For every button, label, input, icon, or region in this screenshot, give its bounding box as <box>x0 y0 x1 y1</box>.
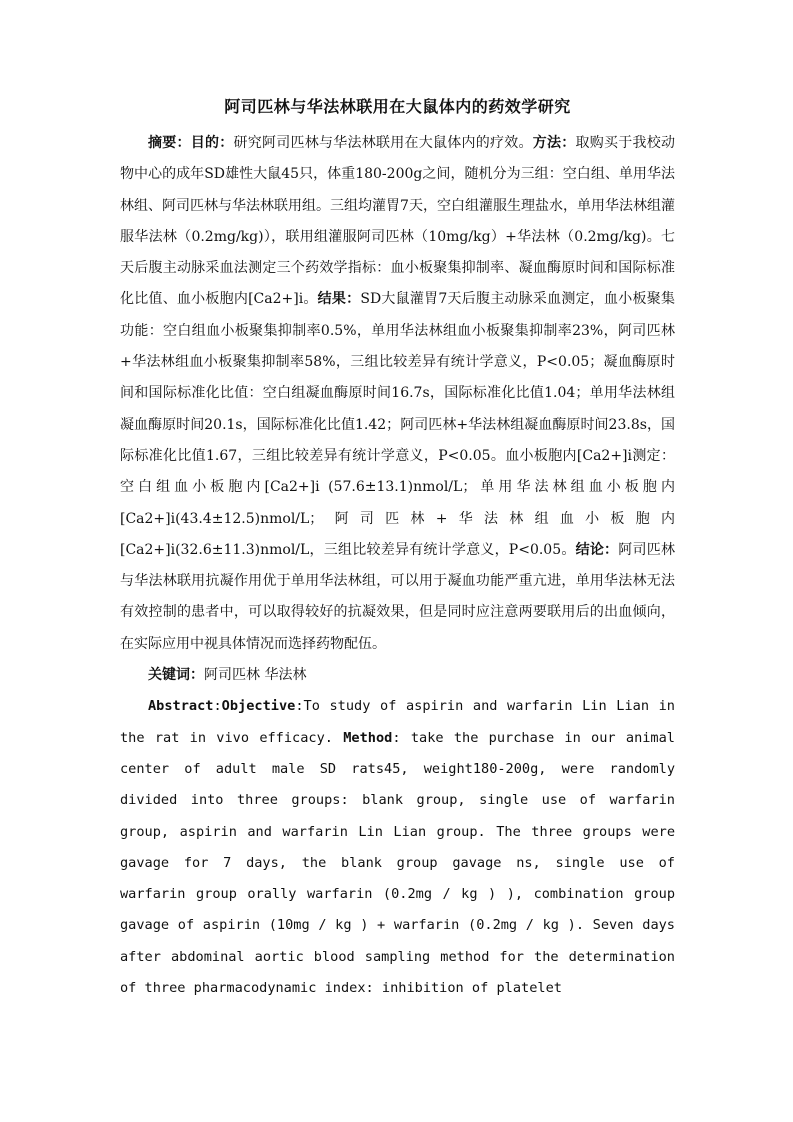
document-page <box>120 96 675 1004</box>
objective-label: 目的： <box>190 135 234 151</box>
result-label: 结果： <box>317 291 361 308</box>
keywords-text: 阿司匹林 华法林 <box>204 667 307 684</box>
abstract-en-label: Abstract <box>148 698 214 715</box>
method-text: 取购买于我校动物中心的成年SD雄性大鼠45只，体重180-200g之间，随机分为三组：空白组、单用华法林组、阿司匹林与华法林联用组。三组均灌胃7天，空白组灌服生理盐水，单用华法林组灌服华法林（0.2mg/kg)），联用组灌服阿司匹林（10mg/kg）+华法林（0.2mg/kg)。七天后腹主动脉采血法测定三个药效学指标：血小板聚集抑制率、凝血酶原时间和国际标准化比值、血小板胞内[Ca2+]i。 <box>120 135 675 308</box>
en-objective-label: Objective <box>221 698 296 715</box>
conclusion-text: 阿司匹林与华法林联用抗凝作用优于单用华法林组，可以用于凝血功能严重亢进，单用华法林无法有效控制的患者中，可以取得较好的抗凝效果，但是同时应注意两要联用后的出血倾向，在实际应用中视具体情况而选择药物配伍。 <box>120 541 675 652</box>
abstract-cn <box>120 128 675 660</box>
en-method-label: Method <box>343 729 393 746</box>
abstract-en-sep: : <box>213 698 222 715</box>
paper-title: 阿司匹林与华法林联用在大鼠体内的药效学研究 <box>224 97 571 116</box>
abstract-en <box>120 691 675 1004</box>
abstract-cn-label: 摘要： <box>148 135 191 151</box>
method-label: 方法： <box>532 135 576 151</box>
result-text: SD大鼠灌胃7天后腹主动脉采血测定，血小板聚集功能：空白组血小板聚集抑制率0.5%，单用华法林组血小板聚集抑制率23%，阿司匹林+华法林组血小板聚集抑制率58%，三组比较差异有统计学意义，P<0.05；凝血酶原时间和国际标准化比值：空白组凝血酶原时间16.7s，国际标准化比值1.04；单用华法林组凝血酶原时间20.1s，国际标准化比值1.42；阿司匹林+华法林组凝血酶原时间23.8s，国际标准化比值1.67，三组比较差异有统计学意义，P<0.05。血小板胞内[Ca2+]i测定：空白组血小板胞内[Ca2+]i (57.6±13.1)nmol/L；单用华法林组血小板胞内[Ca2+]i(43.4±12.5)nmol/L；阿司匹林+华法林组血小板胞内[Ca2+]i(32.6±11.3)nmol/L，三组比较差异有统计学意义，P<0.05。 <box>120 291 675 558</box>
conclusion-label: 结论： <box>575 541 619 558</box>
keywords-label: 关键词： <box>148 667 204 684</box>
en-method-text: : take the purchase in our animal center of adult male SD rats45, weight180-200g, were randomly divided into three groups: blank group, single use of warfarin group, aspirin and warfarin Lin Lian group. The three groups were gavage for 7 days, the blank group gavage ns, single use of warfarin group orally warfarin (0.2mg / kg ) ), combination group gavage of aspirin (10mg / kg ) + warfarin (0.2mg / kg ). Seven days after abdominal aortic blood sampling method for the determination of three pharmacodynamic index: inhibition of platelet <box>120 729 675 997</box>
keywords <box>120 660 675 691</box>
en-objective-text: :To study of aspirin and warfarin Lin Lian in the rat in vivo efficacy. <box>120 698 675 746</box>
objective-text: 研究阿司匹林与华法林联用在大鼠体内的疗效。 <box>233 135 533 151</box>
